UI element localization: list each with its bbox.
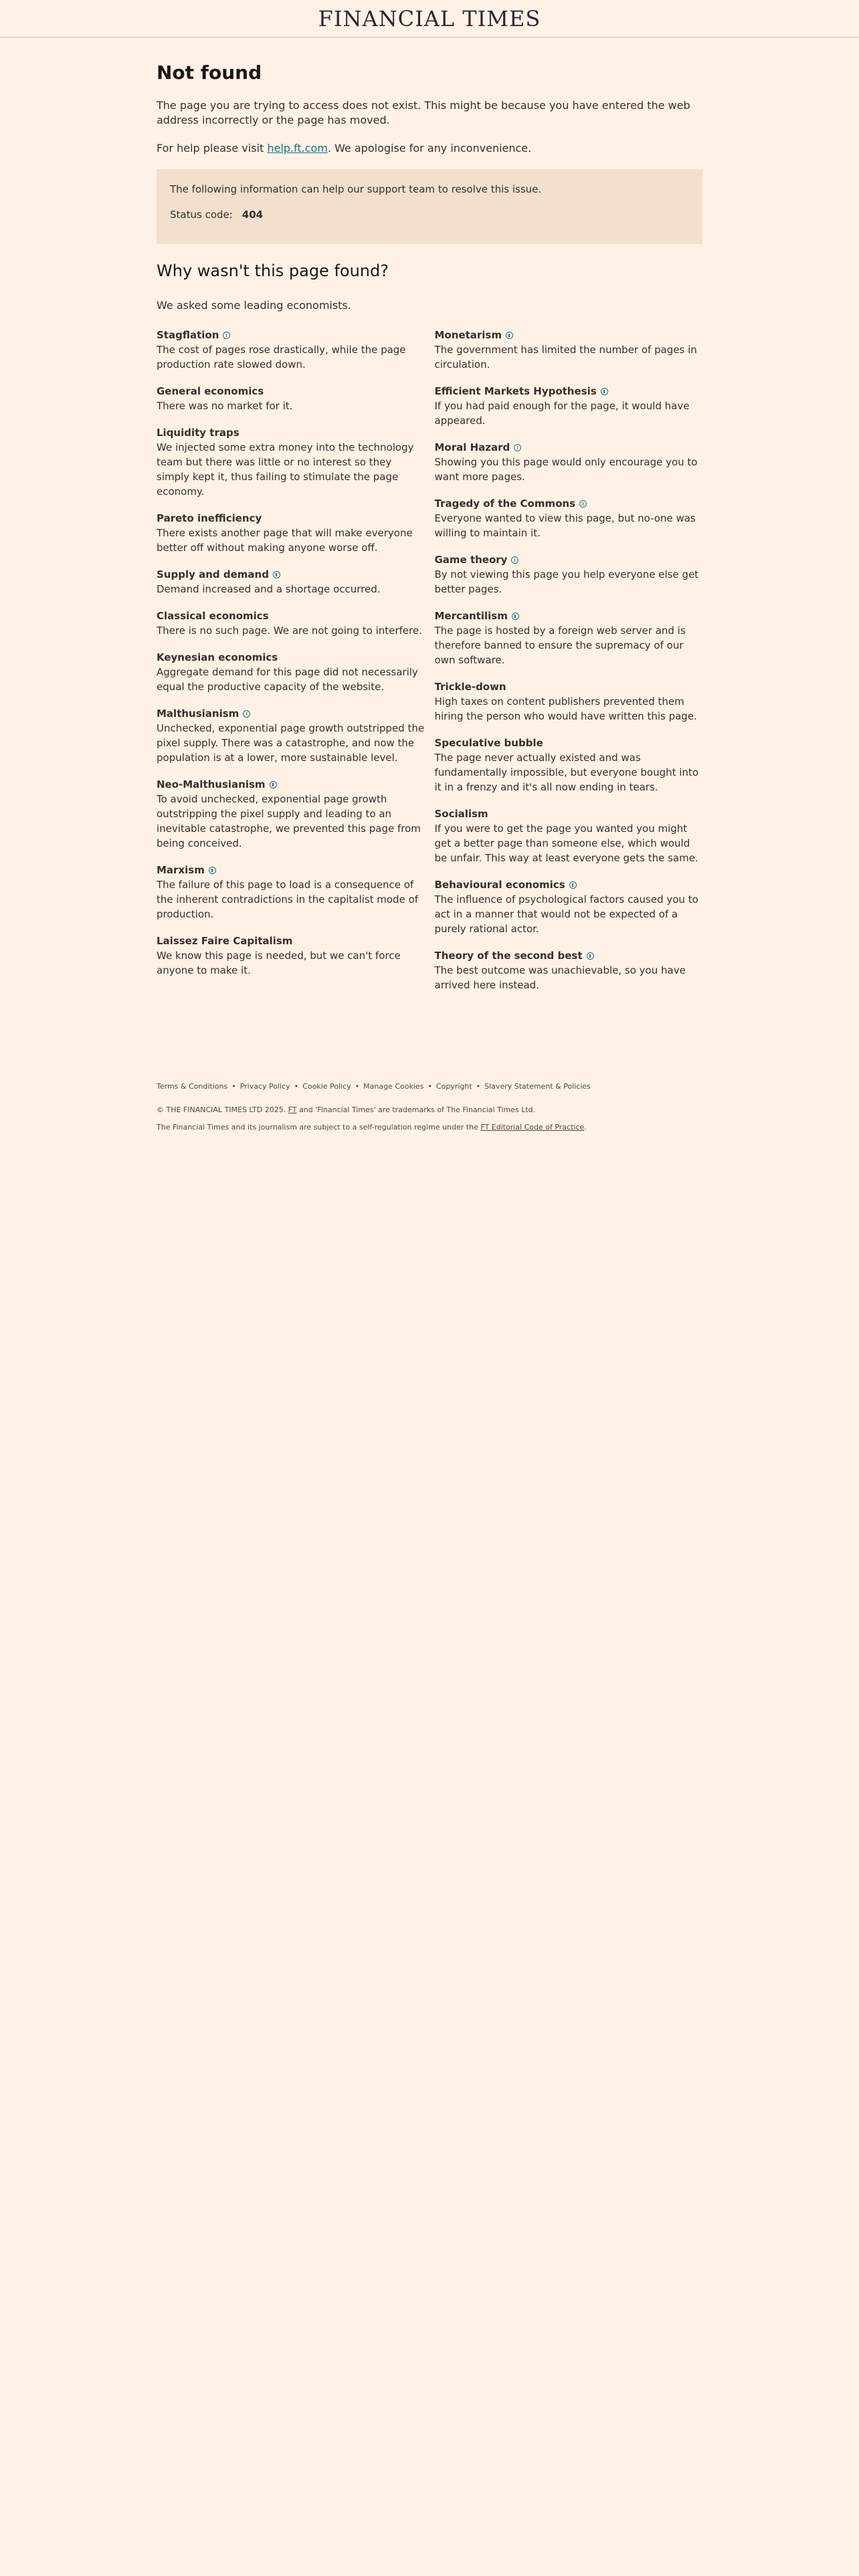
footer-link-cookie-policy[interactable]: Cookie Policy [302,1082,351,1091]
info-icon[interactable] [243,710,250,718]
regulation-suffix: . [584,1123,587,1132]
support-info-box [157,169,702,244]
why-intro: We asked some leading economists. [157,299,351,312]
term-title-text: Trickle-down [434,681,506,693]
term-description: By not viewing this page you help everyone else get better pages. [434,568,699,595]
footer-separator: • [427,1082,432,1091]
ft-trademark-link[interactable]: FT [288,1105,297,1114]
term-mercantilism [435,609,703,667]
footer-separator: • [294,1082,299,1091]
status-row [170,208,689,221]
term-title [435,552,703,567]
info-icon[interactable] [587,952,594,960]
term-title-text: Pareto inefficiency [157,512,262,524]
term-title [435,679,703,694]
term-neo-malthusianism [157,777,425,851]
term-liquidity-traps [157,425,425,499]
term-description: There is no such page. We are not going to interfere. [157,625,422,637]
term-description: High taxes on content publishers prevented them hiring the person who would have written this page. [434,695,697,722]
term-title-text: Tragedy of the Commons [434,498,576,510]
term-game-theory [435,552,703,597]
info-icon[interactable] [511,556,518,564]
term-malthusianism [157,706,425,765]
term-description: Aggregate demand for this page did not necessarily equal the productive capacity of the website. [157,666,418,693]
term-title-text: Monetarism [434,329,502,341]
term-title [157,863,425,877]
ft-logo-link[interactable]: FINANCIAL TIMES [318,5,541,31]
term-title-text: Marxism [157,864,205,876]
term-title [435,948,703,963]
copyright-notice [157,1105,702,1115]
copyright-prefix: © THE FINANCIAL TIMES LTD 2025. [157,1105,288,1114]
footer-separator: • [355,1082,360,1091]
footer-link-manage-cookies[interactable]: Manage Cookies [363,1082,424,1091]
info-icon[interactable] [512,613,519,620]
term-title [435,496,703,511]
site-header [0,0,859,37]
status-code: 404 [242,209,264,221]
footer-link-copyright[interactable]: Copyright [436,1082,472,1091]
term-speculative-bubble [435,736,703,794]
term-title-text: Classical economics [157,610,269,622]
term-title [157,934,425,948]
term-title [157,511,425,526]
term-general-economics [157,384,425,413]
term-title [157,328,425,342]
term-description: The government has limited the number of pages in circulation. [434,344,697,370]
term-description: Showing you this page would only encourage you to want more pages. [434,456,698,483]
term-description: The page never actually existed and was fundamentally impossible, but everyone bought into it in a frenzy and it's all now ending in tears. [434,752,698,793]
term-title-text: Supply and demand [157,568,269,580]
term-description: To avoid unchecked, exponential page growth outstripping the pixel supply and leading to an inevitable catastrophe, we prevented this page from being conceived. [157,793,421,849]
not-found-message: The page you are trying to access does not exist. This might be because you have entered the web address incorrectly or the page has moved. [157,99,690,126]
editorial-code-link[interactable]: FT Editorial Code of Practice [480,1123,585,1132]
term-description: The page is hosted by a foreign web server and is therefore banned to ensure the supremacy of our own software. [434,625,686,666]
footer-separator: • [231,1082,236,1091]
term-title [157,425,425,440]
term-title [157,706,425,721]
footer-links [157,1082,702,1091]
info-icon[interactable] [569,881,577,889]
term-title [435,384,703,399]
info-icon[interactable] [601,388,608,395]
left-column [157,328,425,1004]
info-icon[interactable] [273,571,280,578]
term-title-text: Stagflation [157,329,219,341]
term-description: The influence of psychological factors caused you to act in a manner that would not be expected of a purely rational actor. [434,893,698,935]
term-classical-economics [157,609,425,638]
why-heading: Why wasn't this page found? [157,261,389,280]
info-icon[interactable] [514,444,521,451]
term-keynesian-economics [157,650,425,694]
term-behavioural-economics [435,877,703,936]
term-description: If you were to get the page you wanted you might get a better page than someone else, which would be unfair. This way at least everyone gets the same. [434,823,698,864]
term-title [157,609,425,623]
term-title-text: Neo-Malthusianism [157,778,266,790]
term-title [157,777,425,792]
help-message [157,141,702,156]
term-title [435,609,703,623]
term-monetarism [435,328,703,372]
term-title-text: Keynesian economics [157,651,278,663]
term-title [157,650,425,665]
footer-link-terms-conditions[interactable]: Terms & Conditions [157,1082,228,1091]
term-efficient-markets-hypothesis [435,384,703,428]
term-title-text: General economics [157,385,264,397]
term-description: There was no market for it. [157,400,293,412]
term-title-text: Moral Hazard [434,441,510,453]
term-title-text: Theory of the second best [434,950,583,962]
info-icon[interactable] [579,500,587,508]
term-description: The best outcome was unachievable, so you have arrived here instead. [434,964,686,991]
term-stagflation [157,328,425,372]
term-title [435,807,703,821]
term-title-text: Mercantilism [434,610,508,622]
term-title-text: Speculative bubble [434,737,543,749]
help-suffix: . We apologise for any inconvenience. [327,142,532,154]
term-title-text: Laissez Faire Capitalism [157,935,293,947]
term-description: The failure of this page to load is a consequence of the inherent contradictions in the capitalist mode of production. [157,879,419,920]
term-moral-hazard [435,440,703,484]
term-description: Unchecked, exponential page growth outstripped the pixel supply. There was a catastrophe, and now the population is at a lower, more sustainable level. [157,722,425,764]
term-title-text: Game theory [434,554,508,566]
term-title [435,328,703,342]
right-column [435,328,703,1004]
info-icon[interactable] [270,781,277,788]
term-description: Demand increased and a shortage occurred. [157,583,381,595]
term-title-text: Behavioural economics [434,879,565,891]
term-description: If you had paid enough for the page, it would have appeared. [434,400,690,427]
term-tragedy-of-the-commons [435,496,703,540]
term-title-text: Efficient Markets Hypothesis [434,385,597,397]
economists-columns [157,328,702,1004]
term-description: We know this page is needed, but we can't force anyone to make it. [157,950,401,976]
term-description: The cost of pages rose drastically, while the page production rate slowed down. [157,344,406,370]
footer-link-privacy-policy[interactable]: Privacy Policy [240,1082,290,1091]
info-icon[interactable] [223,332,230,339]
term-title-text: Malthusianism [157,708,240,720]
term-title-text: Socialism [434,808,488,820]
term-theory-of-the-second-best [435,948,703,992]
term-title-text: Liquidity traps [157,427,240,439]
main-content [157,37,702,1004]
term-socialism [435,807,703,865]
help-prefix: For help please visit [157,142,268,154]
footer-separator: • [476,1082,481,1091]
footer-link-slavery-statement-policies[interactable]: Slavery Statement & Policies [484,1082,591,1091]
regulation-notice [157,1123,702,1132]
term-title [435,736,703,750]
info-icon[interactable] [506,332,513,339]
support-info-text: The following information can help our support team to resolve this issue. [170,183,542,195]
term-title [157,567,425,582]
regulation-prefix: The Financial Times and its journalism are subject to a self-regulation regime under the [157,1123,481,1132]
term-description: Everyone wanted to view this page, but no-one was willing to maintain it. [434,512,696,539]
term-pareto-inefficiency [157,511,425,555]
status-label: Status code: [170,209,233,221]
term-description: There exists another page that will make everyone better off without making anyone worse off. [157,527,413,554]
help-link[interactable]: help.ft.com [267,142,328,154]
site-footer [157,1082,702,1140]
term-marxism [157,863,425,922]
term-title [157,384,425,399]
copyright-suffix: and 'Financial Times' are trademarks of The Financial Times Ltd. [296,1105,536,1114]
term-title [435,877,703,892]
term-supply-and-demand [157,567,425,597]
term-description: We injected some extra money into the technology team but there was little or no interest so they simply kept it, thus failing to stimulate the page economy. [157,441,414,498]
page-title: Not found [157,62,262,84]
info-icon[interactable] [209,867,216,874]
term-trickle-down [435,679,703,724]
term-laissez-faire-capitalism [157,934,425,978]
term-title [435,440,703,455]
